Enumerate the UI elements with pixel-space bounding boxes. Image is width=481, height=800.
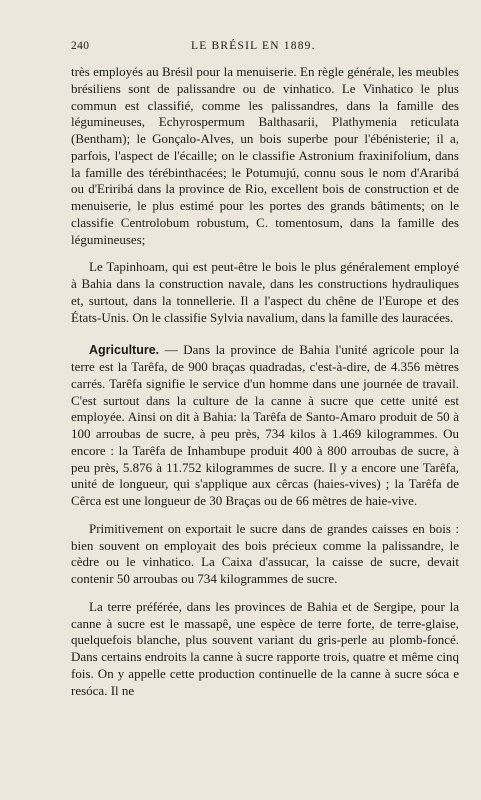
page-body	[71, 64, 459, 699]
paragraph: très employés au Brésil pour la menuiserie. En règle générale, les meubles brésiliens sont de palissandre ou de vinhatico. Le Vinhatico le plus commun est classifié, comme les palissandres, dans la famille des légumineuses, Echyrospermum Balthasarii, Plathymenia reticulata (Bentham); le Gonçalo-Alves, un bois superbe pour l'ébénisterie; il a, parfois, l'aspect de l'écaille; on le classifie Astronium fraxinifolium, dans la famille des térébinthacées; le Potumujú, connu sous le nom d'Araribá ou d'Eriribá dans la province de Rio, excellent bois de construction et de menuiserie, le plus estimé pour les portes des grands bâtiments; on le classifie Centrolobum robustum, C. tomentosum, dans la famille des légumineuses;	[71, 64, 459, 247]
running-header	[71, 40, 459, 56]
paragraph: Le Tapinhoam, qui est peut-être le bois le plus généralement employé à Bahia dans la construction navale, dans les constructions hydrauliques et, surtout, dans la tonnellerie. Il a l'aspect du chêne de l'Europe et des États-Unis. On le classifie Sylvia navalium, dans la famille des lauracées.	[71, 259, 459, 325]
paragraph: La terre préférée, dans les provinces de Bahia et de Sergipe, pour la canne à sucre est le massapê, une espèce de terre forte, de terre-glaise, quelquefois blanche, plus souvent variant du gris-perle au plomb-foncé. Dans certains endroits la canne à sucre rapporte trois, quatre et même cinq fois. On y appelle cette production continuelle de la canne à sucre sóca e resóca. Il ne	[71, 598, 459, 698]
page-number: 240	[71, 40, 90, 52]
section-paragraph	[71, 342, 459, 510]
section-heading: Agriculture.	[89, 343, 160, 358]
paragraph: Primitivement on exportait le sucre dans de grandes caisses en bois : bien souvent on employait des bois précieux comme la palissandre, le cèdre ou le vinhatico. La Caixa d'assucar, la caisse de sucre, devait contenir 50 arroubas ou 734 kilogrammes de sucre.	[71, 520, 459, 586]
section-text: — Dans la province de Bahia l'unité agricole pour la terre est la Tarêfa, de 900 braças quadradas, c'est-à-dire, de 4.356 mètres carrés. Tarêfa signifie le service d'un homme dans une journée de travail. C'est surtout dans la culture de la canne à sucre que cette unité est employée. Ainsi on dit à Bahia: la Tarêfa de Santo-Amaro produit de 50 à 100 arroubas de sucre, à peu près, 734 kilos à 1.469 kilogrammes. Ou encore : la Tarêfa de Inhambupe produit 400 à 800 arroubas de sucre, à peu près, 5.876 à 11.752 kilogrammes de sucre. Il y a encore une Tarêfa, unité de longueur, qui s'applique aux cêrcas (haies-vives) ; la Tarêfa de Cêrca est une longueur de 30 Braças ou de 66 mètres de haie-vive.	[71, 342, 459, 508]
running-title: LE BRÉSIL EN 1889.	[191, 40, 316, 52]
